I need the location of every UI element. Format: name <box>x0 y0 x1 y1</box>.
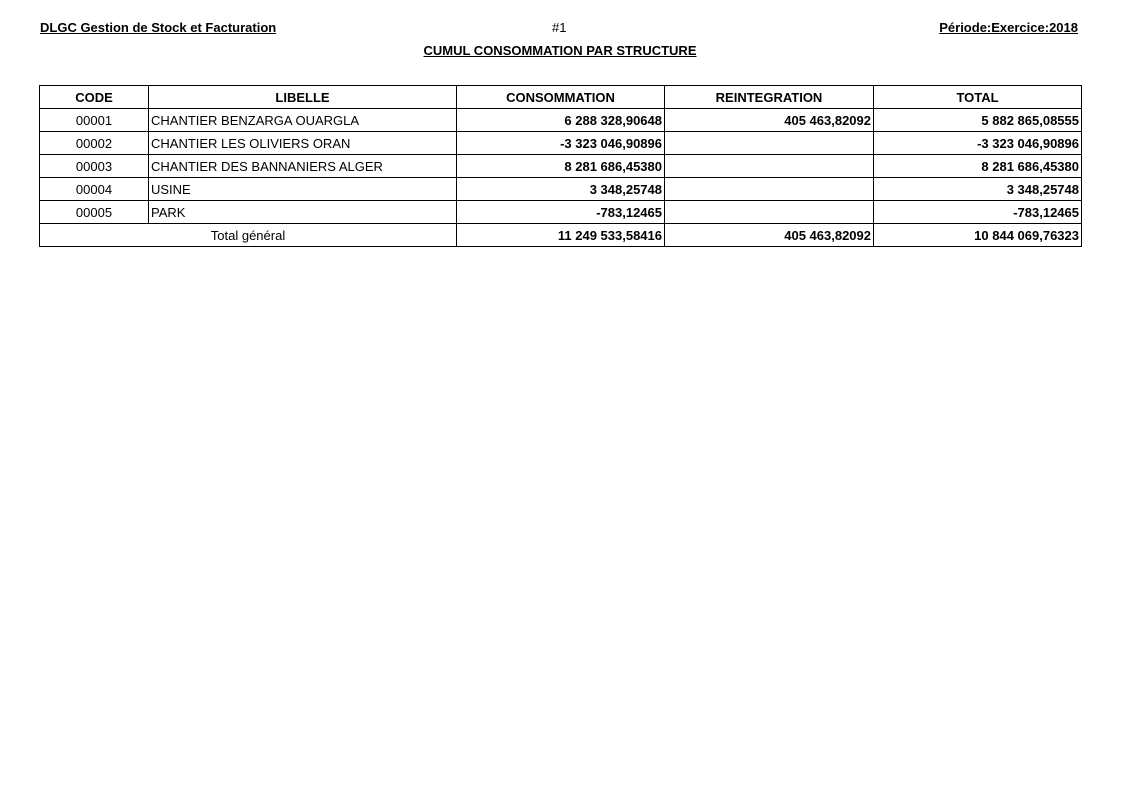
column-header-consommation: CONSOMMATION <box>457 86 665 109</box>
cell-consommation: -783,12465 <box>457 201 665 224</box>
table-row <box>40 132 1082 155</box>
cell-total: -783,12465 <box>874 201 1082 224</box>
column-header-libelle: LIBELLE <box>149 86 457 109</box>
cell-code: 00004 <box>40 178 149 201</box>
table-row <box>40 109 1082 132</box>
cell-reintegration: 405 463,82092 <box>665 109 874 132</box>
cell-consommation: 8 281 686,45380 <box>457 155 665 178</box>
cell-reintegration <box>665 201 874 224</box>
column-header-total: TOTAL <box>874 86 1082 109</box>
totals-label: Total général <box>40 224 457 247</box>
table-row <box>40 178 1082 201</box>
period-label: Période:Exercice:2018 <box>939 20 1078 35</box>
cell-total: -3 323 046,90896 <box>874 132 1082 155</box>
totals-row <box>40 224 1082 247</box>
totals-total: 10 844 069,76323 <box>874 224 1082 247</box>
cell-libelle: CHANTIER LES OLIVIERS ORAN <box>149 132 457 155</box>
table-header-row <box>40 86 1082 109</box>
cell-code: 00005 <box>40 201 149 224</box>
cell-consommation: 6 288 328,90648 <box>457 109 665 132</box>
cell-libelle: CHANTIER BENZARGA OUARGLA <box>149 109 457 132</box>
cell-total: 8 281 686,45380 <box>874 155 1082 178</box>
totals-consommation: 11 249 533,58416 <box>457 224 665 247</box>
cell-total: 3 348,25748 <box>874 178 1082 201</box>
totals-reintegration: 405 463,82092 <box>665 224 874 247</box>
cell-code: 00003 <box>40 155 149 178</box>
cell-consommation: 3 348,25748 <box>457 178 665 201</box>
cell-total: 5 882 865,08555 <box>874 109 1082 132</box>
report-title: CUMUL CONSOMMATION PAR STRUCTURE <box>423 43 697 58</box>
cell-libelle: USINE <box>149 178 457 201</box>
cell-code: 00002 <box>40 132 149 155</box>
cell-libelle: PARK <box>149 201 457 224</box>
column-header-code: CODE <box>40 86 149 109</box>
cell-libelle: CHANTIER DES BANNANIERS ALGER <box>149 155 457 178</box>
table-row <box>40 201 1082 224</box>
cell-code: 00001 <box>40 109 149 132</box>
app-title: DLGC Gestion de Stock et Facturation <box>40 20 277 35</box>
table-row <box>40 155 1082 178</box>
page-number: #1 <box>552 20 567 35</box>
cell-consommation: -3 323 046,90896 <box>457 132 665 155</box>
consumption-table <box>39 85 1082 247</box>
cell-reintegration <box>665 132 874 155</box>
column-header-reintegration: REINTEGRATION <box>665 86 874 109</box>
cell-reintegration <box>665 178 874 201</box>
cell-reintegration <box>665 155 874 178</box>
